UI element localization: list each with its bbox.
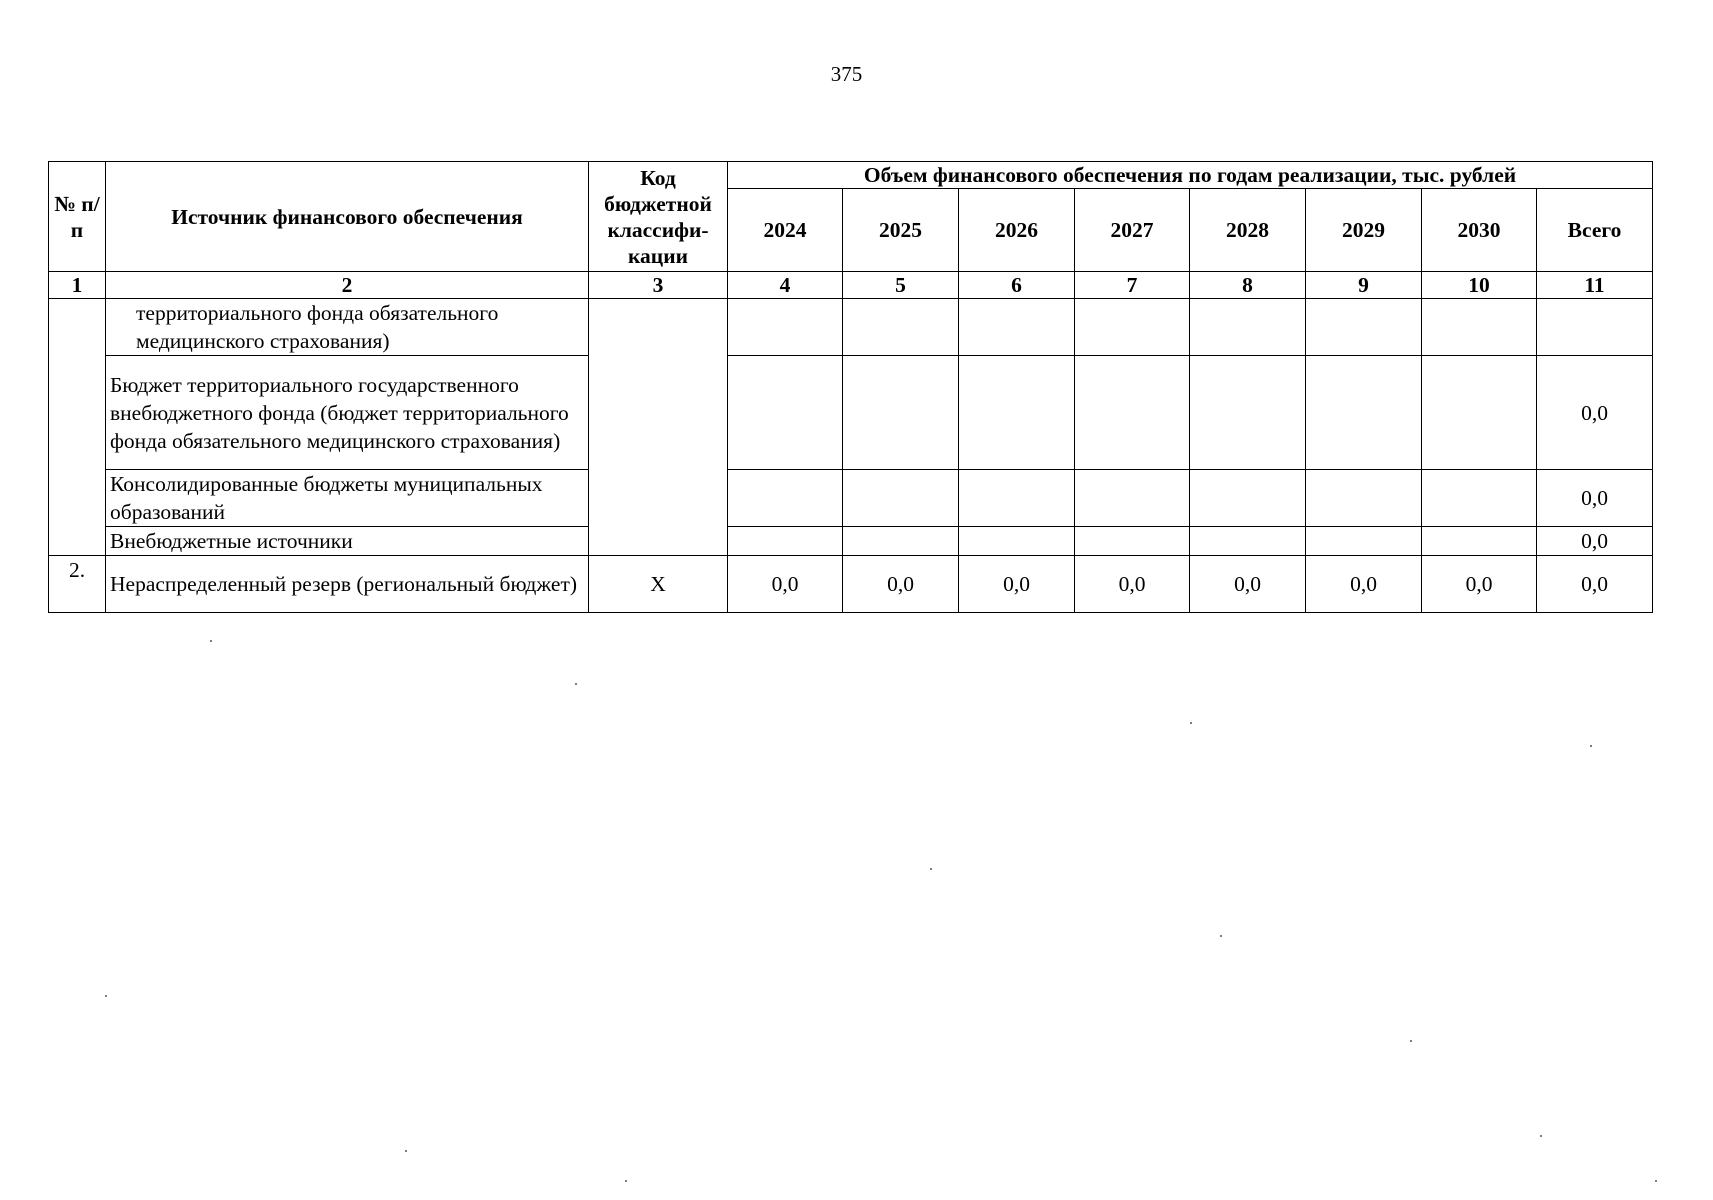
header-code: Код бюджетной классифи-кации <box>589 162 728 272</box>
column-number: 8 <box>1190 272 1306 299</box>
row-value <box>843 356 959 470</box>
row-value: 0,0 <box>959 556 1075 613</box>
row-code <box>589 299 728 556</box>
column-number: 9 <box>1306 272 1422 299</box>
row-value: 0,0 <box>1422 556 1537 613</box>
row-source: Нераспределенный резерв (региональный бюджет) <box>106 556 589 613</box>
row-total: 0,0 <box>1537 556 1653 613</box>
row-value: 0,0 <box>843 556 959 613</box>
table-row <box>49 356 1653 470</box>
row-total: 0,0 <box>1537 527 1653 556</box>
column-number: 10 <box>1422 272 1537 299</box>
header-year: 2024 <box>728 189 843 272</box>
row-value <box>1075 299 1190 356</box>
row-value <box>1190 470 1306 527</box>
row-number: 2. <box>49 556 106 613</box>
row-value <box>1306 527 1422 556</box>
row-value <box>728 527 843 556</box>
column-number: 3 <box>589 272 728 299</box>
row-total: 0,0 <box>1537 356 1653 470</box>
row-value <box>959 356 1075 470</box>
row-value <box>1075 527 1190 556</box>
column-numbers-row <box>49 272 1653 299</box>
row-value: 0,0 <box>728 556 843 613</box>
header-num: № п/п <box>49 162 106 272</box>
header-source: Источник финансового обеспечения <box>106 162 589 272</box>
header-year: 2026 <box>959 189 1075 272</box>
table-row <box>49 556 1653 613</box>
column-number: 6 <box>959 272 1075 299</box>
row-value <box>728 470 843 527</box>
row-value <box>1422 356 1537 470</box>
financing-table <box>48 161 1653 613</box>
row-value <box>959 470 1075 527</box>
header-year: 2027 <box>1075 189 1190 272</box>
row-value <box>1422 527 1537 556</box>
row-value <box>843 470 959 527</box>
row-value <box>1422 299 1537 356</box>
header-year: 2025 <box>843 189 959 272</box>
row-number <box>49 299 106 556</box>
row-value <box>1306 299 1422 356</box>
column-number: 4 <box>728 272 843 299</box>
header-total: Всего <box>1537 189 1653 272</box>
table-row <box>49 299 1653 356</box>
row-value <box>1306 470 1422 527</box>
header-year: 2028 <box>1190 189 1306 272</box>
row-value <box>728 299 843 356</box>
row-value <box>1075 470 1190 527</box>
column-number: 11 <box>1537 272 1653 299</box>
column-number: 5 <box>843 272 959 299</box>
row-value <box>1190 527 1306 556</box>
row-value <box>728 356 843 470</box>
row-value <box>1306 356 1422 470</box>
column-number: 7 <box>1075 272 1190 299</box>
row-value: 0,0 <box>1190 556 1306 613</box>
row-value: 0,0 <box>1075 556 1190 613</box>
row-value <box>843 527 959 556</box>
row-code: X <box>589 556 728 613</box>
row-source: Консолидированные бюджеты муниципальных образований <box>106 470 589 527</box>
row-value <box>1190 299 1306 356</box>
row-source: Бюджет территориального государственного внебюджетного фонда (бюджет территориального фонда обязательного медицинского страхования) <box>106 356 589 470</box>
row-source: территориального фонда обязательного медицинского страхования) <box>106 299 589 356</box>
table-row <box>49 527 1653 556</box>
column-number: 2 <box>106 272 589 299</box>
row-value: 0,0 <box>1306 556 1422 613</box>
header-year: 2030 <box>1422 189 1537 272</box>
column-number: 1 <box>49 272 106 299</box>
header-volume: Объем финансового обеспечения по годам реализации, тыс. рублей <box>728 162 1653 189</box>
page-number: 375 <box>830 62 863 86</box>
row-value <box>1190 356 1306 470</box>
row-total <box>1537 299 1653 356</box>
row-value <box>1075 356 1190 470</box>
row-total: 0,0 <box>1537 470 1653 527</box>
table-row <box>49 470 1653 527</box>
row-value <box>959 299 1075 356</box>
row-value <box>959 527 1075 556</box>
row-source: Внебюджетные источники <box>106 527 589 556</box>
row-value <box>843 299 959 356</box>
row-value <box>1422 470 1537 527</box>
header-year: 2029 <box>1306 189 1422 272</box>
